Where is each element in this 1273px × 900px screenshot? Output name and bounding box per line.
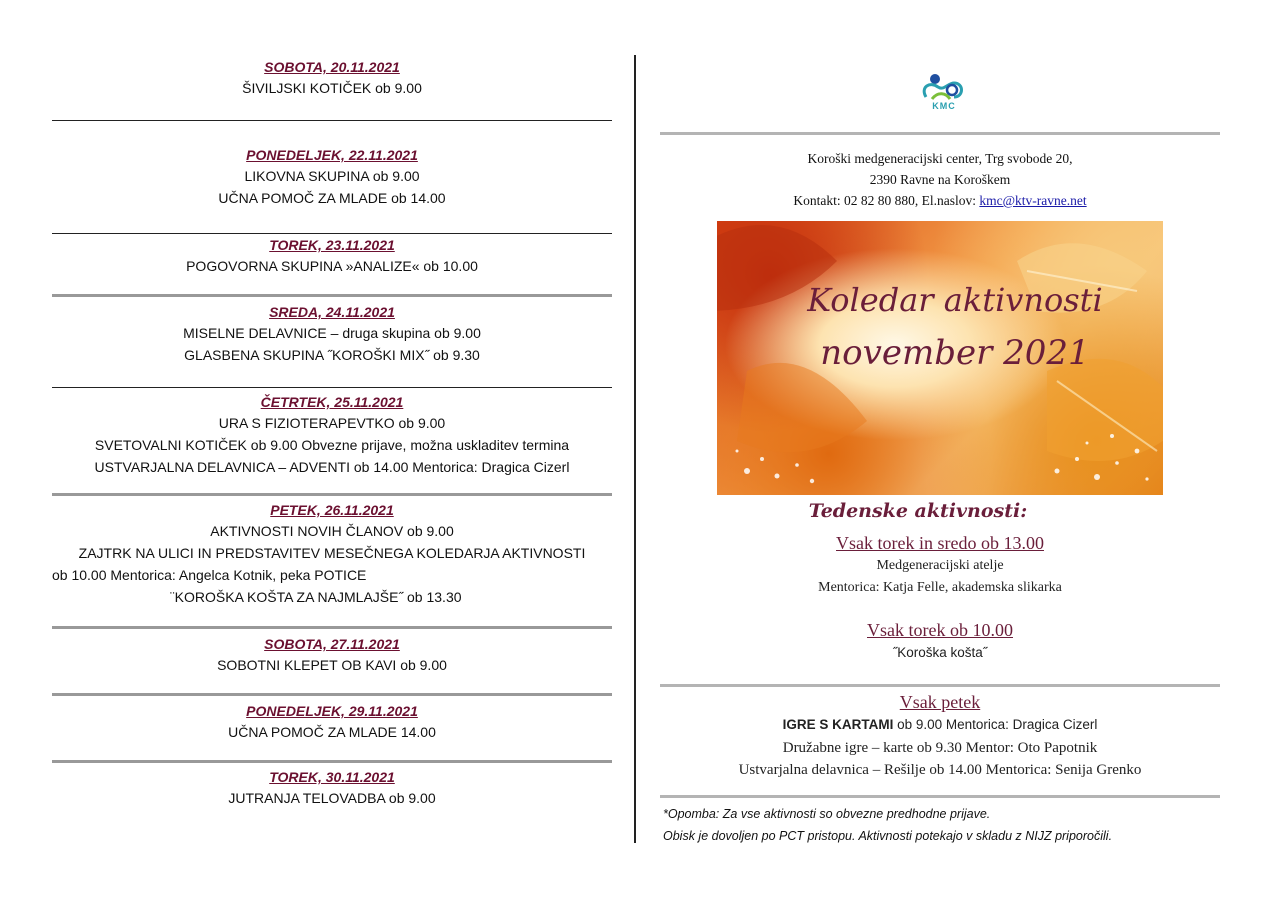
separator <box>52 693 612 696</box>
day-title: SOBOTA, 27.11.2021 <box>264 636 400 652</box>
address-block <box>660 148 1220 211</box>
activity-line: ZAJTRK NA ULICI IN PREDSTAVITEV MESEČNEGA KOLEDARJA AKTIVNOSTI <box>78 545 586 561</box>
day-title: PONEDELJEK, 22.11.2021 <box>246 147 418 163</box>
activity-line: ob 10.00 Mentorica: Angelca Kotnik, peka POTICE <box>52 567 367 583</box>
kmc-logo <box>918 73 970 123</box>
separator <box>52 294 612 297</box>
day-title: SOBOTA, 20.11.2021 <box>264 59 400 75</box>
weekly-line: Mentorica: Katja Felle, akademska slikarka <box>818 580 1062 595</box>
day-title: TOREK, 30.11.2021 <box>269 769 395 785</box>
activity-line: AKTIVNOSTI NOVIH ČLANOV ob 9.00 <box>210 523 454 539</box>
column-divider <box>634 55 636 843</box>
activity-line: LIKOVNA SKUPINA ob 9.00 <box>244 168 420 184</box>
weekly-line: Medgeneracijski atelje <box>876 558 1004 573</box>
banner-subtitle: november 2021 <box>820 333 1090 373</box>
activity-line: URA S FIZIOTERAPEVTKO ob 9.00 <box>218 415 446 431</box>
day-block <box>52 392 612 478</box>
day-block <box>52 500 612 608</box>
email-link[interactable]: kmc@ktv-ravne.net <box>979 193 1087 208</box>
separator <box>660 795 1220 798</box>
day-block <box>52 701 612 743</box>
weekly-head: Vsak petek <box>899 692 981 712</box>
weekly-title: Tedenske aktivnosti: <box>808 500 1028 522</box>
logo-text: KMC <box>932 101 956 111</box>
weekly-line: Družabne igre – karte ob 9.30 Mentor: Oto Papotnik <box>782 740 1098 756</box>
weekly-head: Vsak torek ob 10.00 <box>867 620 1013 640</box>
address-line: 2390 Ravne na Koroškem <box>869 172 1011 187</box>
activity-line: UČNA POMOČ ZA MLADE ob 14.00 <box>218 190 446 206</box>
separator <box>52 493 612 496</box>
activity-line: SOBOTNI KLEPET OB KAVI ob 9.00 <box>217 657 447 673</box>
weekly-line: ˝Koroška košta˝ <box>892 645 988 660</box>
banner-title: Koledar aktivnosti <box>807 281 1103 319</box>
separator <box>52 233 612 234</box>
address-line: Koroški medgeneracijski center, Trg svobode 20, <box>807 151 1073 166</box>
day-block <box>52 767 612 809</box>
day-title: TOREK, 23.11.2021 <box>269 237 395 253</box>
note-block <box>663 803 1220 847</box>
activity-line: JUTRANJA TELOVADBA ob 9.00 <box>228 790 436 806</box>
day-block <box>52 57 612 99</box>
contact-line <box>660 190 1220 211</box>
day-title: ČETRTEK, 25.11.2021 <box>260 394 404 410</box>
daily-schedule <box>52 0 612 900</box>
activity-line: ¨KOROŠKA KOŠTA ZA NAJMLAJŠE˝ ob 13.30 <box>170 589 462 605</box>
separator <box>52 120 612 121</box>
activity-line: SVETOVALNI KOTIČEK ob 9.00 Obvezne prijave, možna uskladitev termina <box>94 437 570 453</box>
day-title: SREDA, 24.11.2021 <box>269 304 395 320</box>
activity-line: UČNA POMOČ ZA MLADE 14.00 <box>228 724 436 740</box>
separator <box>52 387 612 388</box>
activity-line: MISELNE DELAVNICE – druga skupina ob 9.00 <box>183 325 481 341</box>
activity-line: ŠIVILJSKI KOTIČEK ob 9.00 <box>242 80 422 96</box>
day-title: PETEK, 26.11.2021 <box>270 502 394 518</box>
activity-line: GLASBENA SKUPINA ˝KOROŠKI MIX˝ ob 9.30 <box>184 347 480 363</box>
weekly-head: Vsak torek in sredo ob 13.00 <box>836 533 1044 553</box>
day-block <box>52 145 612 209</box>
weekly-line <box>660 714 1220 736</box>
note-line: Obisk je dovoljen po PCT pristopu. Aktivnosti potekajo v skladu z NIJZ priporočili. <box>663 829 1113 843</box>
contact-text: Kontakt: 02 82 80 880, El.naslov: <box>793 193 980 208</box>
separator <box>660 132 1220 135</box>
day-block <box>52 235 612 277</box>
day-block <box>52 302 612 366</box>
weekly-bold: IGRE S KARTAMI <box>782 717 894 732</box>
separator <box>52 760 612 763</box>
activity-line: POGOVORNA SKUPINA »ANALIZE« ob 10.00 <box>186 258 478 274</box>
separator <box>660 684 1220 687</box>
note-line: *Opomba: Za vse aktivnosti so obvezne predhodne prijave. <box>663 807 991 821</box>
separator <box>52 626 612 629</box>
day-block <box>52 634 612 676</box>
info-column <box>660 0 1220 900</box>
day-title: PONEDELJEK, 29.11.2021 <box>246 703 418 719</box>
kmc-logo-icon <box>918 73 970 103</box>
weekly-rest: ob 9.00 Mentorica: Dragica Cizerl <box>893 717 1098 732</box>
banner-image <box>717 221 1163 495</box>
weekly-line: Ustvarjalna delavnica – Rešilje ob 14.00 Mentorica: Senija Grenko <box>738 762 1142 778</box>
activity-line: USTVARJALNA DELAVNICA – ADVENTI ob 14.00 Mentorica: Dragica Cizerl <box>94 459 570 475</box>
